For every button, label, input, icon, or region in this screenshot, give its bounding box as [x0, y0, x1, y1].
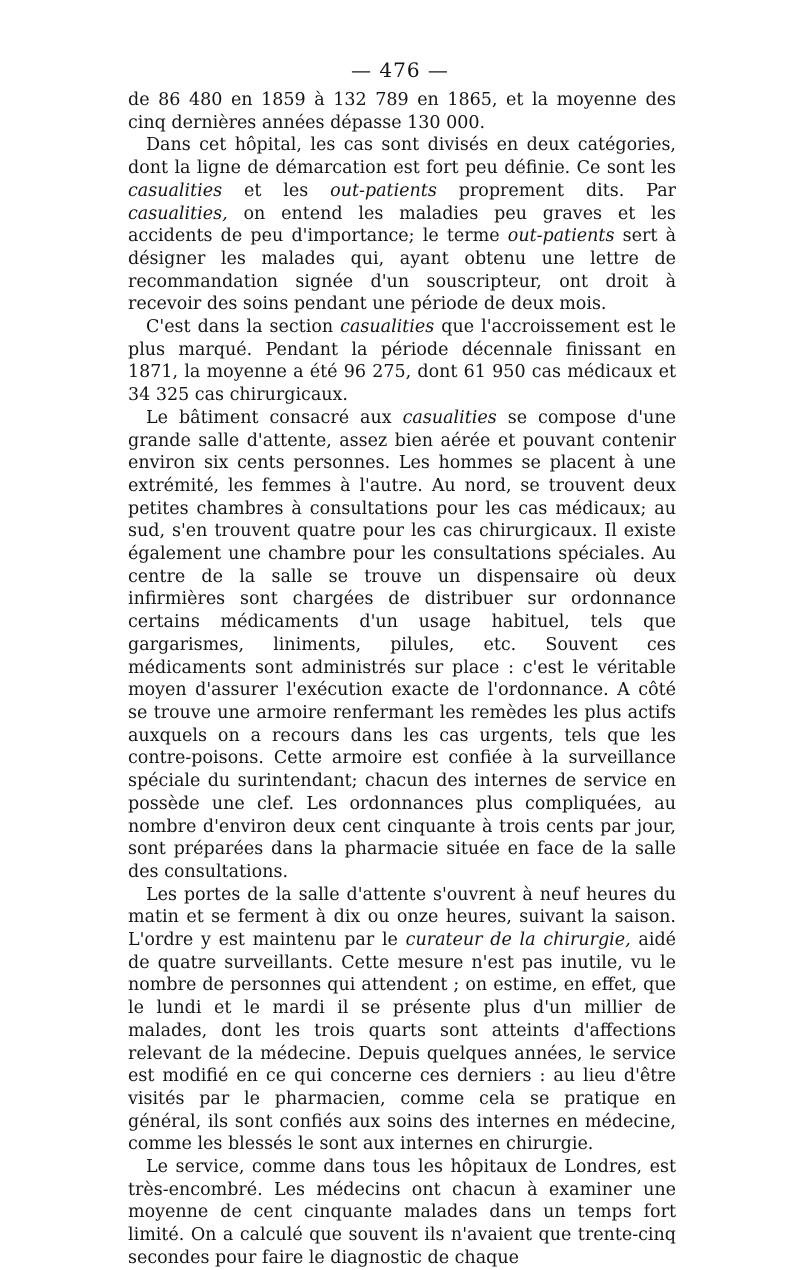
italic-term: casualities	[340, 317, 435, 338]
italic-term: casualities	[128, 180, 223, 201]
italic-term: casualities	[402, 407, 497, 428]
body-text	[128, 89, 676, 1270]
text-segment: et les	[222, 180, 331, 201]
paragraph	[128, 316, 676, 407]
text-segment: se compose d'une grande salle d'attente, assez bien aérée et pouvant contenir environ six cents personnes. Les hommes se placent à une extrémité, les femmes à l'autre. Au nord, se trouvent deux petites chambres à consultations pour les cas médicaux; au sud, s'en trouvent quatre pour les cas chirurgicaux. Il existe également une chambre pour les consultations spéciales. Au centre de la salle se trouve un dispensaire où deux infirmières sont chargées de distribuer sur ordonnance certains médicaments d'un usage habituel, tels que gargarismes, liniments, pilules, etc. Souvent ces médicaments sont administrés sur place : c'est le véritable moyen d'assurer l'exécution exacte de l'ordonnance. A côté se trouve une armoire renfermant les remèdes les plus actifs auxquels on a recours dans les cas urgents, tels que les contre-poisons. Cette armoire est confiée à la surveillance spéciale du surintendant; chacun des internes de service en possède une clef. Les ordonnances plus compliquées, au nombre d'environ deux cent cinquante à trois cents par jour, sont préparées dans la pharmacie située en face de la salle des consultations.	[128, 407, 676, 882]
text-segment: Le bâtiment consacré aux	[146, 407, 403, 428]
paragraph	[128, 884, 676, 1156]
text-segment: C'est dans la section	[146, 317, 341, 338]
italic-term: out-patients	[330, 180, 437, 201]
text-segment: Dans cet hôpital, les cas sont divisés en deux catégories, dont la ligne de démarcation est fort peu définie. Ce sont les	[128, 135, 676, 179]
paragraph	[128, 89, 676, 134]
text-segment: sert à désigner les malades qui, ayant obtenu une lettre de recommandation signée d'un souscripteur, ont droit à recevoir des soins pendant une période de deux mois.	[128, 226, 677, 315]
text-segment: on entend les maladies peu graves et les accidents de peu d'importance; le terme	[128, 203, 676, 247]
paragraph	[128, 1156, 676, 1270]
paragraph	[128, 407, 676, 884]
paragraph	[128, 134, 676, 316]
text-segment: de 86 480 en 1859 à 132 789 en 1865, et la moyenne des cinq dernières années dépasse 130 000.	[128, 90, 676, 133]
page-number: — 476 —	[351, 58, 449, 82]
text-segment: proprement dits. Par	[436, 180, 677, 201]
text-segment: que l'accroissement est le plus marqué. Pendant la période décennale finissant en 1871, la moyenne a été 96 275, dont 61 950 cas médicaux et 34 325 cas chirurgicaux.	[128, 317, 676, 406]
italic-term: curateur de la chirurgie,	[405, 930, 631, 951]
italic-term: out-patients	[507, 226, 615, 247]
italic-term: casualities,	[128, 203, 228, 224]
text-segment: Le service, comme dans tous les hôpitaux de Londres, est très-encombré. Les médecins ont chacun à examiner une moyenne de cent cinquante malades dans un temps fort limité. On a calculé que souvent ils n'avaient que trente-cinq secondes pour faire le diagnostic de chaque	[128, 1157, 676, 1268]
text-segment: Les portes de la salle d'attente s'ouvrent à neuf heures du matin et se ferment à dix ou onze heures, suivant la saison. L'ordre y est maintenu par le	[128, 884, 676, 951]
text-segment: aidé de quatre surveillants. Cette mesure n'est pas inutile, vu le nombre de personnes qui attendent ; on estime, en effet, que le lundi et le mardi il se présente plus d'un millier de malades, dont les trois quarts sont atteints d'affections relevant de la médecine. Depuis quelques années, le service est modifié en ce qui concerne ces derniers : au lieu d'être visités par le pharmacien, comme cela se pratique en général, ils sont confiés aux soins des internes en médecine, comme les blessés le sont aux internes en chirurgie.	[128, 930, 677, 1155]
